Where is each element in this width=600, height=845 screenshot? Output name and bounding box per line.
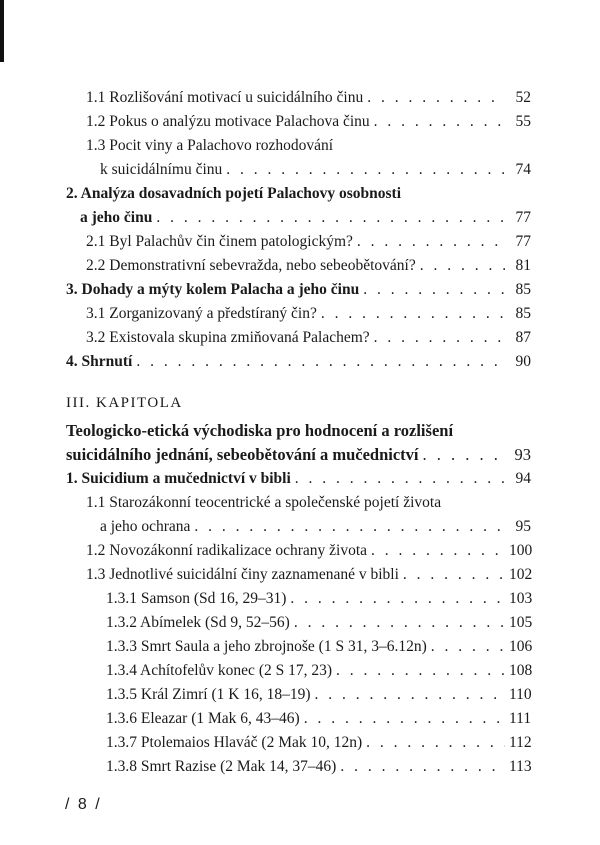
leader-dots xyxy=(340,755,505,779)
toc-entry xyxy=(66,326,531,350)
toc-entry-page: 95 xyxy=(515,518,531,535)
toc-entry-line xyxy=(106,587,531,611)
toc-entry xyxy=(66,254,531,278)
toc-entry-line xyxy=(106,611,531,635)
toc-entry-line xyxy=(106,755,531,779)
toc-entry xyxy=(66,539,531,563)
toc-entry xyxy=(66,755,531,779)
toc-entry xyxy=(66,302,531,326)
toc-entry xyxy=(66,707,531,731)
toc-entry xyxy=(66,683,531,707)
leader-dots xyxy=(336,659,505,683)
toc-entry-text: 1.1 Rozlišování motivací u suicidálního činu xyxy=(86,89,364,106)
toc-entry-text: 3. Dohady a mýty kolem Palacha a jeho činu xyxy=(66,281,360,298)
toc-entry xyxy=(66,350,531,374)
toc-entry-page: 55 xyxy=(515,113,531,130)
toc-entry xyxy=(66,467,531,491)
leader-dots xyxy=(226,158,505,182)
toc-entry-text: 1.2 Novozákonní radikalizace ochrany života xyxy=(86,542,368,559)
toc-entry-line xyxy=(66,206,531,230)
leader-dots xyxy=(420,254,505,278)
leader-dots xyxy=(371,539,505,563)
toc-entry-text: 3.1 Zorganizovaný a předstíraný čin? xyxy=(86,305,317,322)
leader-dots xyxy=(423,443,505,467)
toc-entry-line xyxy=(86,110,531,134)
toc-entry-text: 1.3 Jednotlivé suicidální činy zaznamenané v bibli xyxy=(86,566,399,583)
leader-dots xyxy=(294,611,505,635)
chapter-title xyxy=(66,419,531,467)
chapter-title-line-1: Teologicko-etická východiska pro hodnocení a rozlišení xyxy=(66,421,454,440)
leader-dots xyxy=(194,515,505,539)
toc-entry-line xyxy=(106,635,531,659)
leader-dots xyxy=(374,326,505,350)
toc-entry-line xyxy=(66,467,531,491)
toc-entry-line xyxy=(86,491,531,515)
toc-entry-text: 1.2 Pokus o analýzu motivace Palachova činu xyxy=(86,113,370,130)
toc-entry-line xyxy=(66,182,531,206)
toc-entry xyxy=(66,491,531,539)
toc-entry-page: 103 xyxy=(509,590,533,607)
toc-entry-line xyxy=(86,302,531,326)
toc-entry-text: 2.2 Demonstrativní sebevražda, nebo sebeobětování? xyxy=(86,257,416,274)
toc-entry-text: 1.3.6 Eleazar (1 Mak 6, 43–46) xyxy=(106,710,300,727)
toc-entry-page: 90 xyxy=(515,353,531,370)
toc-entry-page: 100 xyxy=(509,542,533,559)
toc-entry-text: a jeho činu xyxy=(80,209,153,226)
toc-entry-text: 1.3.3 Smrt Saula a jeho zbrojnoše (1 S 31, 3–6.12n) xyxy=(106,638,427,655)
toc-entry-text: 1.3.1 Samson (Sd 16, 29–31) xyxy=(106,590,287,607)
toc-entry-page: 111 xyxy=(509,710,532,727)
leader-dots xyxy=(156,206,505,230)
toc-entry xyxy=(66,563,531,587)
toc-entry-line xyxy=(86,254,531,278)
toc-entry xyxy=(66,731,531,755)
toc-entry-line xyxy=(66,350,531,374)
toc-entry-line xyxy=(106,659,531,683)
leader-dots xyxy=(367,86,505,110)
leader-dots xyxy=(314,683,505,707)
toc-entry-text: a jeho ochrana xyxy=(100,518,191,535)
chapter-heading: III. KAPITOLA xyxy=(66,395,183,411)
toc-entry xyxy=(66,110,531,134)
toc-entry-text: k suicidálnímu činu xyxy=(100,161,223,178)
toc-entry-line xyxy=(66,278,531,302)
toc-entry-page: 77 xyxy=(515,209,531,226)
toc-entry-page: 77 xyxy=(515,233,531,250)
chapter-title-line-2: suicidálního jednání, sebeobětování a mučednictví xyxy=(66,445,419,464)
toc-entry xyxy=(66,659,531,683)
toc-section-chapter-2 xyxy=(66,86,531,374)
toc-entry-page: 108 xyxy=(509,662,533,679)
toc-entry-line xyxy=(106,707,531,731)
toc-entry-page: 87 xyxy=(515,329,531,346)
chapter-title-page: 93 xyxy=(514,445,531,464)
toc-entry-page: 112 xyxy=(509,734,532,751)
toc-entry-line xyxy=(86,515,531,539)
toc-entry xyxy=(66,587,531,611)
toc-entry-line xyxy=(106,683,531,707)
toc-entry-page: 102 xyxy=(509,566,533,583)
leader-dots xyxy=(304,707,505,731)
toc-entry xyxy=(66,635,531,659)
toc-entry xyxy=(66,86,531,110)
toc-entry-page: 106 xyxy=(509,638,533,655)
toc-entry-page: 110 xyxy=(509,686,532,703)
toc-entry-page: 113 xyxy=(509,758,532,775)
toc-entry-line xyxy=(86,326,531,350)
toc-entry-line xyxy=(86,86,531,110)
toc-entry xyxy=(66,230,531,254)
page-number: / 8 / xyxy=(65,796,102,813)
toc-entry-page: 105 xyxy=(509,614,533,631)
toc-entry-text: 1. Suicidium a mučednictví v bibli xyxy=(66,470,291,487)
leader-dots xyxy=(321,302,505,326)
toc-entry-text: 3.2 Existovala skupina zmiňovaná Palachem? xyxy=(86,329,370,346)
toc-entry-line xyxy=(86,230,531,254)
toc-entry xyxy=(66,278,531,302)
toc-entry-text: 1.3.7 Ptolemaios Hlaváč (2 Mak 10, 12n) xyxy=(106,734,363,751)
toc-entry-text: 1.3.8 Smrt Razise (2 Mak 14, 37–46) xyxy=(106,758,337,775)
toc-entry-line xyxy=(86,134,531,158)
toc-entry-page: 81 xyxy=(515,257,531,274)
toc-entry-text: 4. Shrnutí xyxy=(66,353,133,370)
leader-dots xyxy=(290,587,505,611)
toc-entry xyxy=(66,134,531,182)
toc-entry xyxy=(66,182,531,230)
toc-entry-page: 85 xyxy=(515,281,531,298)
toc-entry-page: 74 xyxy=(515,161,531,178)
toc-entry-line xyxy=(86,158,531,182)
toc-entry-line xyxy=(86,539,531,563)
leader-dots xyxy=(374,110,505,134)
toc-entry-page: 52 xyxy=(515,89,531,106)
toc-section-chapter-3 xyxy=(66,467,531,779)
toc-entry-text: 1.3.2 Abímelek (Sd 9, 52–56) xyxy=(106,614,290,631)
leader-dots xyxy=(136,350,505,374)
toc-entry-text: 2.1 Byl Palachův čin činem patologickým? xyxy=(86,233,353,250)
table-of-contents xyxy=(66,86,531,779)
leader-dots xyxy=(363,278,505,302)
leader-dots xyxy=(366,731,505,755)
toc-entry-page: 85 xyxy=(515,305,531,322)
leader-dots xyxy=(295,467,505,491)
toc-entry xyxy=(66,611,531,635)
leader-dots xyxy=(431,635,505,659)
leader-dots xyxy=(403,563,505,587)
toc-entry-page: 94 xyxy=(515,470,531,487)
toc-entry-text: 1.3 Pocit viny a Palachovo rozhodování xyxy=(86,137,334,154)
toc-entry-text: 1.3.4 Achítofelův konec (2 S 17, 23) xyxy=(106,662,333,679)
toc-entry-line xyxy=(86,563,531,587)
scan-edge-mark xyxy=(0,0,4,62)
toc-entry-text: 2. Analýza dosavadních pojetí Palachovy osobnosti xyxy=(66,185,402,202)
toc-entry-text: 1.3.5 Král Zimrí (1 K 16, 18–19) xyxy=(106,686,311,703)
leader-dots xyxy=(357,230,505,254)
toc-entry-text: 1.1 Starozákonní teocentrické a společenské pojetí života xyxy=(86,494,442,511)
toc-entry-line xyxy=(106,731,531,755)
